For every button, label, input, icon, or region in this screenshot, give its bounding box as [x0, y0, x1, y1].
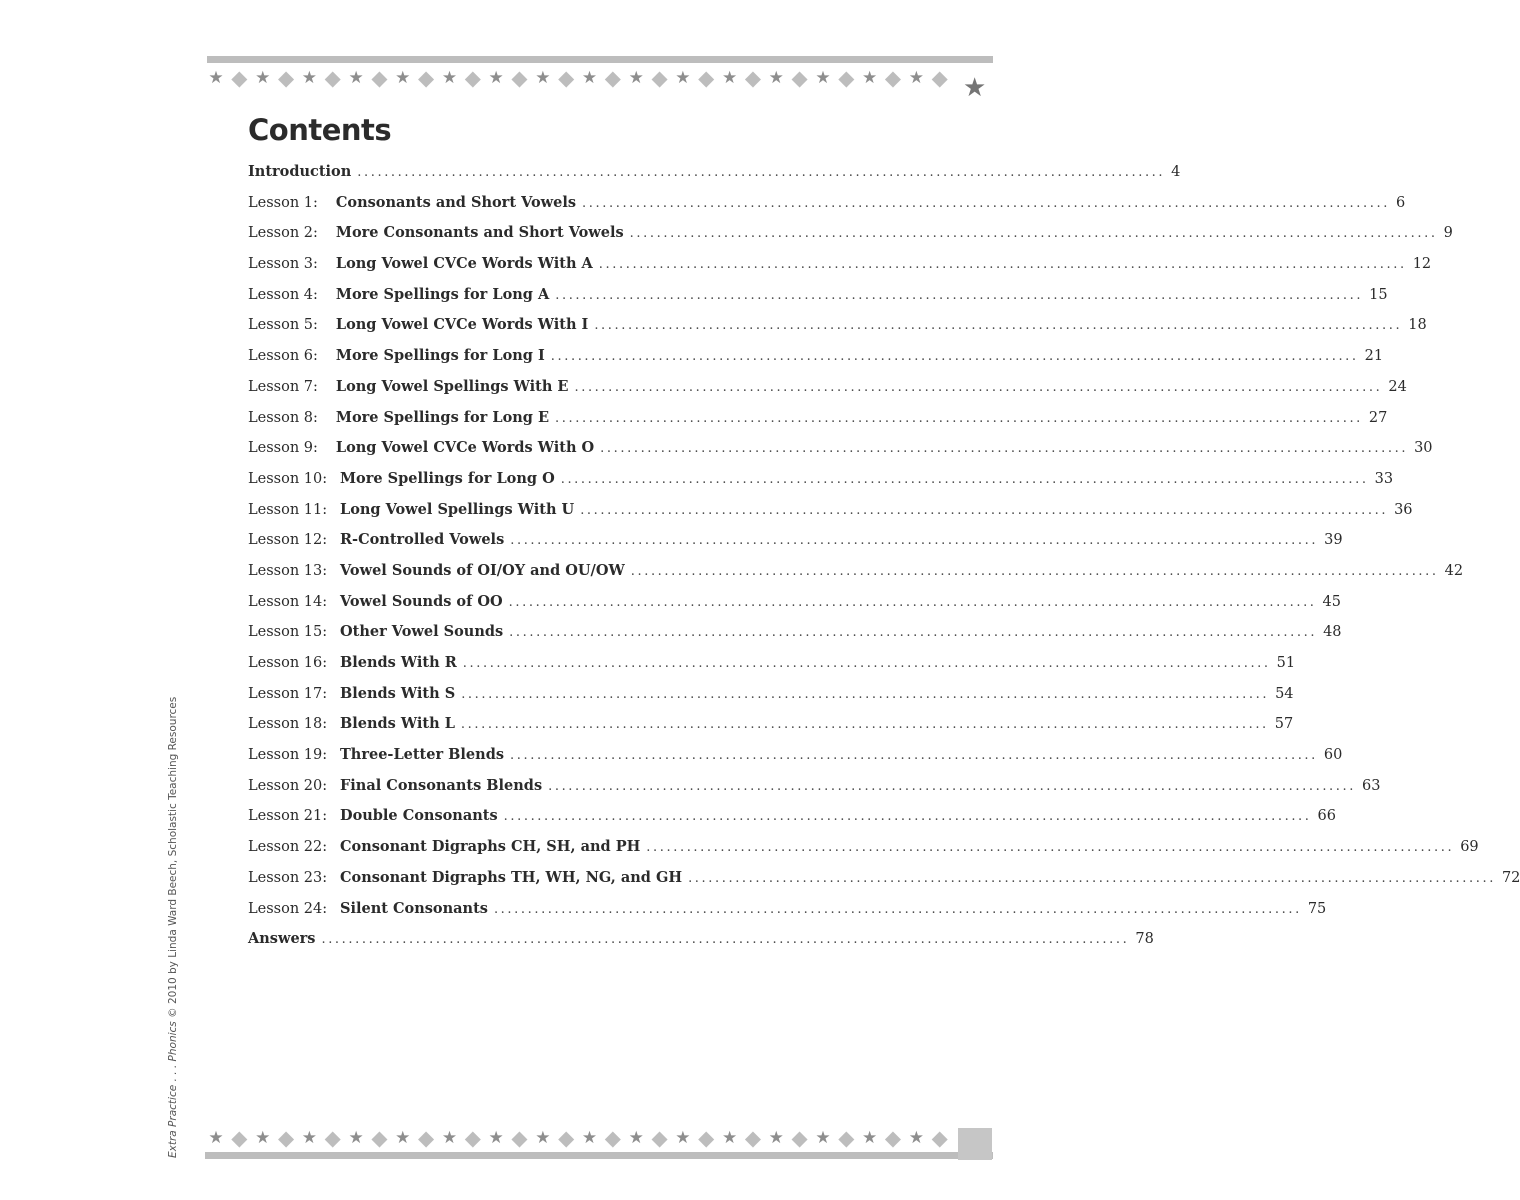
toc-entry-title: Answers: [248, 930, 316, 948]
star-icon: ★: [908, 1128, 924, 1148]
diamond-icon: ◆: [604, 1126, 621, 1150]
lesson-title: Long Vowel CVCe Words With I: [335, 316, 589, 334]
lesson-title: Consonant Digraphs TH, WH, NG, and GH: [340, 868, 683, 886]
lesson-number: Lesson 2:: [248, 225, 318, 242]
toc-row-lesson: [248, 654, 1296, 685]
diamond-icon: ◆: [884, 1126, 902, 1150]
toc-page-number: 57: [1274, 716, 1294, 733]
lesson-number: Lesson 18:: [248, 716, 328, 733]
toc-row-lesson: [248, 408, 1388, 440]
dot-leader: ........................................................................................................................: [461, 686, 1270, 702]
toc-page-number: 69: [1460, 839, 1479, 856]
diamond-icon: ◆: [464, 1126, 481, 1150]
dot-leader: ........................................................................................................................: [321, 932, 1130, 948]
diamond-icon: ◆: [651, 1126, 668, 1150]
lesson-number: Lesson 21:: [248, 808, 328, 825]
lesson-title: Three-Letter Blends: [340, 746, 505, 764]
star-icon: ★: [581, 68, 598, 88]
bottom-rule: [205, 1152, 993, 1159]
toc-page-number: 60: [1323, 747, 1343, 764]
star-icon: ★: [488, 1128, 504, 1148]
diamond-icon: ◆: [558, 1126, 575, 1150]
star-icon: ★: [208, 68, 224, 88]
diamond-icon: ◆: [884, 66, 902, 90]
star-icon: ★: [628, 68, 644, 88]
lesson-number: Lesson 6:: [248, 348, 318, 365]
toc-page-number: 12: [1412, 256, 1432, 273]
diamond-icon: ◆: [931, 1126, 948, 1150]
lesson-title: Long Vowel CVCe Words With A: [335, 255, 593, 273]
star-icon: ★: [535, 68, 551, 88]
lesson-number: Lesson 17:: [248, 685, 328, 702]
star-icon: ★: [675, 1128, 691, 1148]
star-icon: ★: [348, 1128, 364, 1148]
toc-page-number: 45: [1322, 593, 1341, 610]
toc-row-lesson: [248, 193, 1406, 225]
star-icon: ★: [488, 68, 504, 88]
dot-leader: ........................................................................................................................: [598, 257, 1407, 273]
diamond-icon: ◆: [698, 66, 715, 90]
star-icon: ★: [908, 68, 924, 88]
diamond-icon: ◆: [838, 66, 855, 90]
diamond-icon: ◆: [231, 66, 248, 90]
lesson-title: More Spellings for Long I: [335, 347, 545, 365]
toc-row-lesson: [248, 316, 1427, 347]
toc-row-lesson: [248, 439, 1433, 470]
toc-row-lesson: [248, 285, 1388, 317]
diamond-icon: ◆: [744, 66, 761, 90]
toc-row-lesson: [248, 469, 1394, 501]
lesson-number: Lesson 19:: [248, 747, 328, 764]
lesson-title: Long Vowel Spellings With U: [340, 500, 575, 518]
toc-row-lesson: [248, 377, 1407, 409]
page-number-block: [958, 1128, 992, 1160]
dot-leader: ........................................................................................................................: [594, 318, 1403, 334]
dot-leader: ........................................................................................................................: [560, 471, 1369, 487]
diamond-icon: ◆: [698, 1126, 715, 1150]
top-rule: [207, 56, 993, 63]
diamond-icon: ◆: [791, 1126, 808, 1150]
credit-prefix: Extra Practice . . .: [167, 1061, 179, 1158]
star-icon: ★: [721, 68, 738, 88]
lesson-title: Silent Consonants: [340, 899, 488, 917]
lesson-number: Lesson 10:: [248, 470, 328, 487]
lesson-title: More Spellings for Long E: [335, 408, 550, 426]
star-icon: ★: [395, 68, 411, 88]
toc-row-lesson: [248, 899, 1327, 931]
star-icon: ★: [301, 68, 317, 88]
diamond-icon: ◆: [324, 1126, 341, 1150]
lesson-number: Lesson 8:: [248, 409, 318, 426]
lesson-number: Lesson 20:: [248, 777, 328, 794]
toc-page-number: 27: [1368, 409, 1388, 426]
toc-page-number: 66: [1317, 808, 1336, 825]
diamond-icon: ◆: [511, 1126, 528, 1150]
dot-leader: ........................................................................................................................: [550, 349, 1359, 365]
toc-page-number: 78: [1135, 931, 1154, 948]
diamond-icon: ◆: [558, 66, 575, 90]
star-icon: ★: [441, 68, 458, 88]
toc-row-lesson: [248, 592, 1341, 624]
dot-leader: ........................................................................................................................: [462, 656, 1271, 671]
toc-row-lesson: [248, 623, 1342, 654]
diamond-icon: ◆: [838, 1126, 855, 1150]
toc-row-lesson: [248, 776, 1381, 808]
diamond-icon: ◆: [791, 66, 808, 90]
lesson-number: Lesson 23:: [248, 869, 328, 886]
star-icon: ★: [815, 1128, 831, 1148]
dot-leader: ........................................................................................................................: [580, 502, 1389, 518]
dot-leader: ........................................................................................................................: [493, 901, 1302, 917]
dot-leader: ........................................................................................................................: [582, 195, 1390, 211]
star-icon: ★: [581, 1128, 598, 1148]
toc-page-number: 48: [1323, 624, 1342, 641]
star-icon: ★: [441, 1128, 458, 1148]
dot-leader: ........................................................................................................................: [555, 287, 1364, 303]
toc-page-number: 63: [1362, 777, 1381, 794]
diamond-icon: ◆: [418, 1126, 435, 1150]
toc-page-number: 18: [1408, 317, 1427, 334]
lesson-title: Consonant Digraphs CH, SH, and PH: [340, 838, 641, 856]
lesson-number: Lesson 22:: [248, 839, 328, 856]
bottom-star-border: [206, 1128, 950, 1148]
lesson-number: Lesson 5:: [248, 317, 318, 334]
diamond-icon: ◆: [418, 66, 435, 90]
star-icon: ★: [301, 1128, 317, 1148]
toc-row-lesson: [248, 347, 1384, 378]
dot-leader: ........................................................................................................................: [510, 533, 1319, 549]
dot-leader: ........................................................................................................................: [548, 778, 1356, 794]
lesson-number: Lesson 1:: [248, 194, 318, 211]
lesson-title: Consonants and Short Vowels: [335, 193, 577, 211]
toc-row-lesson: [248, 807, 1336, 838]
top-star-border: [206, 68, 950, 88]
toc-entry-title: Introduction: [248, 163, 352, 180]
lesson-number: Lesson 15:: [248, 624, 328, 641]
diamond-icon: ◆: [371, 66, 388, 90]
star-icon: ★: [721, 1128, 738, 1148]
dot-leader: ........................................................................................................................: [646, 840, 1455, 856]
diamond-icon: ◆: [464, 66, 481, 90]
lesson-number: Lesson 24:: [248, 900, 328, 917]
lesson-title: Double Consonants: [340, 807, 498, 825]
copyright-credit: [167, 697, 179, 1158]
diamond-icon: ◆: [371, 1126, 388, 1150]
toc-row-lesson: [248, 224, 1453, 255]
lesson-title: More Consonants and Short Vowels: [335, 224, 624, 242]
dot-leader: ........................................................................................................................: [574, 379, 1383, 395]
toc-page-number: 30: [1414, 440, 1433, 457]
lesson-number: Lesson 14:: [248, 593, 328, 610]
lesson-title: Vowel Sounds of OI/OY and OU/OW: [340, 561, 625, 579]
dot-leader: ........................................................................................................................: [510, 748, 1318, 764]
toc-page-number: 4: [1171, 164, 1181, 180]
toc-row-lesson: [248, 561, 1464, 593]
dot-leader: ........................................................................................................................: [357, 165, 1166, 180]
diamond-icon: ◆: [511, 66, 528, 90]
dot-leader: ........................................................................................................................: [630, 563, 1439, 579]
star-icon: ★: [628, 1128, 644, 1148]
diamond-icon: ◆: [324, 66, 341, 90]
dot-leader: ........................................................................................................................: [503, 809, 1312, 825]
diamond-icon: ◆: [651, 66, 668, 90]
lesson-title: More Spellings for Long O: [340, 469, 555, 487]
lesson-title: Long Vowel CVCe Words With O: [335, 439, 595, 457]
star-icon: ★: [535, 1128, 551, 1148]
lesson-title: R-Controlled Vowels: [340, 531, 505, 549]
dot-leader: ........................................................................................................................: [600, 441, 1409, 457]
lesson-number: Lesson 11:: [248, 501, 328, 518]
star-icon: ★: [862, 1128, 878, 1148]
toc-page-number: 75: [1307, 900, 1327, 917]
star-icon: ★: [768, 1128, 784, 1148]
toc-row-lesson: [248, 531, 1343, 562]
star-icon: ★: [675, 68, 691, 88]
credit-book-title: Phonics: [167, 1021, 179, 1062]
toc-row-lesson: [248, 715, 1294, 746]
star-icon: ★: [208, 1128, 224, 1148]
dot-leader: ........................................................................................................................: [629, 226, 1438, 242]
toc-page-number: 54: [1275, 685, 1294, 702]
toc-row-answers: [248, 930, 1154, 961]
toc-page-number: 15: [1369, 286, 1388, 303]
toc-page-number: 51: [1276, 655, 1296, 671]
corner-star-icon: ★: [963, 73, 987, 103]
toc-row-introduction: [248, 163, 1181, 194]
toc-page-number: 24: [1388, 378, 1407, 395]
lesson-number: Lesson 9:: [248, 440, 318, 457]
star-icon: ★: [348, 68, 364, 88]
dot-leader: ........................................................................................................................: [508, 594, 1317, 610]
diamond-icon: ◆: [277, 66, 295, 90]
star-icon: ★: [768, 68, 784, 88]
lesson-title: Final Consonants Blends: [340, 776, 543, 794]
toc-row-lesson: [248, 500, 1413, 532]
lesson-number: Lesson 12:: [248, 532, 328, 549]
toc-page-number: 72: [1501, 869, 1520, 886]
toc-page-number: 9: [1443, 225, 1453, 242]
diamond-icon: ◆: [604, 66, 621, 90]
star-icon: ★: [862, 68, 878, 88]
lesson-number: Lesson 13:: [248, 562, 328, 579]
diamond-icon: ◆: [277, 1126, 295, 1150]
dot-leader: ........................................................................................................................: [555, 410, 1363, 426]
diamond-icon: ◆: [231, 1126, 248, 1150]
lesson-title: Long Vowel Spellings With E: [335, 377, 569, 395]
lesson-title: Blends With R: [340, 654, 457, 671]
lesson-number: Lesson 7:: [248, 378, 318, 395]
star-icon: ★: [395, 1128, 411, 1148]
toc-page-number: 21: [1364, 348, 1384, 365]
lesson-title: Other Vowel Sounds: [340, 623, 504, 641]
toc-row-lesson: [248, 746, 1343, 777]
diamond-icon: ◆: [744, 1126, 761, 1150]
toc-row-lesson: [248, 684, 1294, 716]
dot-leader: ........................................................................................................................: [460, 717, 1269, 733]
lesson-number: Lesson 4:: [248, 286, 318, 303]
lesson-title: Blends With S: [340, 684, 456, 702]
toc-row-lesson: [248, 868, 1520, 900]
table-of-contents: [248, 163, 1520, 961]
dot-leader: ........................................................................................................................: [688, 870, 1496, 886]
toc-page-number: 39: [1324, 532, 1343, 549]
lesson-number: Lesson 16:: [248, 655, 328, 671]
toc-row-lesson: [248, 838, 1479, 869]
lesson-title: Vowel Sounds of OO: [340, 592, 503, 610]
lesson-title: Blends With L: [340, 715, 455, 733]
dot-leader: ........................................................................................................................: [509, 625, 1318, 641]
page-title: Contents: [248, 113, 392, 147]
star-icon: ★: [255, 1128, 271, 1148]
toc-row-lesson: [248, 255, 1432, 286]
lesson-number: Lesson 3:: [248, 256, 318, 273]
lesson-title: More Spellings for Long A: [335, 285, 550, 303]
toc-page-number: 33: [1374, 470, 1394, 487]
credit-text: © 2010 by Linda Ward Beech, Scholastic Teaching Resources: [167, 696, 179, 1022]
star-icon: ★: [255, 68, 271, 88]
star-icon: ★: [815, 68, 831, 88]
toc-page-number: 36: [1394, 501, 1413, 518]
diamond-icon: ◆: [931, 66, 948, 90]
toc-page-number: 6: [1395, 194, 1406, 211]
toc-page-number: 42: [1444, 562, 1464, 579]
